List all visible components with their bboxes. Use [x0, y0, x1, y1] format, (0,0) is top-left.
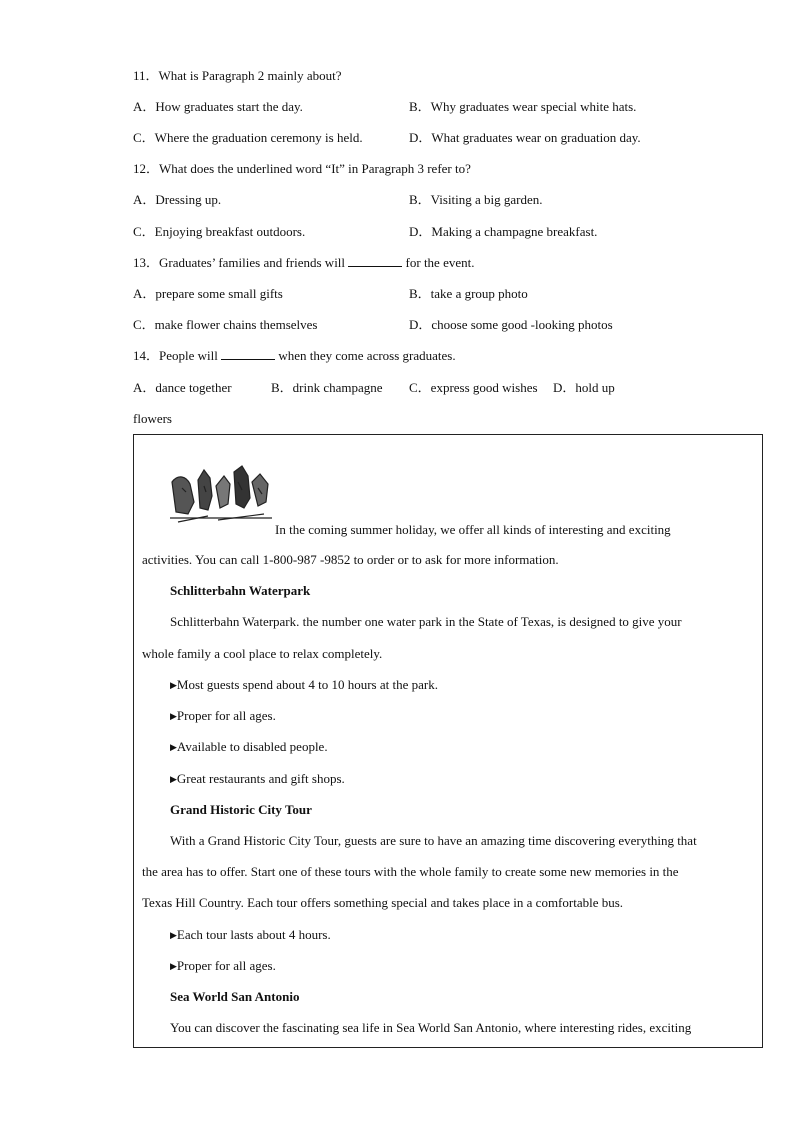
question-12-stem: 12．What does the underlined word “It” in Paragraph 3 refer to?: [133, 161, 471, 176]
question-14-option-d-continued: flowers: [133, 411, 172, 426]
section-title-waterpark: Schlitterbahn Waterpark: [170, 583, 311, 598]
triangle-bullet-icon: ▶: [170, 774, 177, 784]
question-11-stem: 11．What is Paragraph 2 mainly about?: [133, 68, 342, 83]
sea-world-paragraph-line-1: You can discover the fascinating sea life in Sea World San Antonio, where interesting rides, exciting: [170, 1020, 692, 1035]
passage-intro-line-1: In the coming summer holiday, we offer all kinds of interesting and exciting: [275, 522, 671, 537]
sketch-illustration: [168, 462, 274, 526]
question-12-option-a: A．Dressing up.: [133, 192, 222, 207]
answer-blank: [348, 255, 402, 267]
question-12-option-b: B．Visiting a big garden.: [409, 192, 543, 207]
triangle-bullet-icon: ▶: [170, 742, 177, 752]
answer-blank: [221, 348, 275, 360]
triangle-bullet-icon: ▶: [170, 961, 177, 971]
question-14-stem-post: when they come across graduates.: [278, 348, 456, 363]
city-tour-paragraph-line-3: Texas Hill Country. Each tour offers something special and takes place in a comfortable bus.: [142, 895, 624, 910]
section-title-city-tour: Grand Historic City Tour: [170, 802, 312, 817]
question-11-option-d: D．What graduates wear on graduation day.: [409, 130, 641, 145]
bullet-item: ▶Proper for all ages.: [170, 708, 276, 723]
section-title-sea-world: Sea World San Antonio: [170, 989, 300, 1004]
bullet-item: ▶Great restaurants and gift shops.: [170, 771, 345, 786]
triangle-bullet-icon: ▶: [170, 680, 177, 690]
triangle-bullet-icon: ▶: [170, 930, 177, 940]
question-12-option-c: C．Enjoying breakfast outdoors.: [133, 224, 306, 239]
question-11-option-c: C．Where the graduation ceremony is held.: [133, 130, 363, 145]
question-13-stem-pre: 13．Graduates’ families and friends will: [133, 255, 346, 270]
question-12-option-d: D．Making a champagne breakfast.: [409, 224, 598, 239]
bullet-item: ▶Each tour lasts about 4 hours.: [170, 927, 331, 942]
waterpark-paragraph-line-1: Schlitterbahn Waterpark. the number one water park in the State of Texas, is designed to give your: [170, 614, 682, 629]
bullet-item: ▶Available to disabled people.: [170, 739, 328, 754]
question-11-option-a: A．How graduates start the day.: [133, 99, 303, 114]
passage-intro-line-2: activities. You can call 1-800-987 -9852 to order or to ask for more information.: [142, 552, 559, 567]
question-14-stem-pre: 14．People will: [133, 348, 218, 363]
waterpark-paragraph-line-2: whole family a cool place to relax completely.: [142, 646, 383, 661]
question-14-option-d: D．hold up: [553, 380, 615, 395]
bullet-item: ▶Proper for all ages.: [170, 958, 276, 973]
question-13-option-c: C．make flower chains themselves: [133, 317, 318, 332]
bullet-item: ▶Most guests spend about 4 to 10 hours at the park.: [170, 677, 438, 692]
city-tour-paragraph-line-1: With a Grand Historic City Tour, guests are sure to have an amazing time discovering everything that: [170, 833, 697, 848]
city-tour-paragraph-line-2: the area has to offer. Start one of these tours with the whole family to create some new memories in the: [142, 864, 679, 879]
question-14-option-a: A．dance together: [133, 380, 232, 395]
question-11-option-b: B．Why graduates wear special white hats.: [409, 99, 637, 114]
question-14-option-b: B．drink champagne: [271, 380, 383, 395]
triangle-bullet-icon: ▶: [170, 711, 177, 721]
question-13-option-d: D．choose some good -looking photos: [409, 317, 613, 332]
question-14-stem: [133, 348, 456, 364]
question-13-option-b: B．take a group photo: [409, 286, 528, 301]
question-13-stem: [133, 255, 474, 271]
question-13-stem-post: for the event.: [405, 255, 475, 270]
question-14-option-c: C．express good wishes: [409, 380, 538, 395]
question-13-option-a: A．prepare some small gifts: [133, 286, 283, 301]
